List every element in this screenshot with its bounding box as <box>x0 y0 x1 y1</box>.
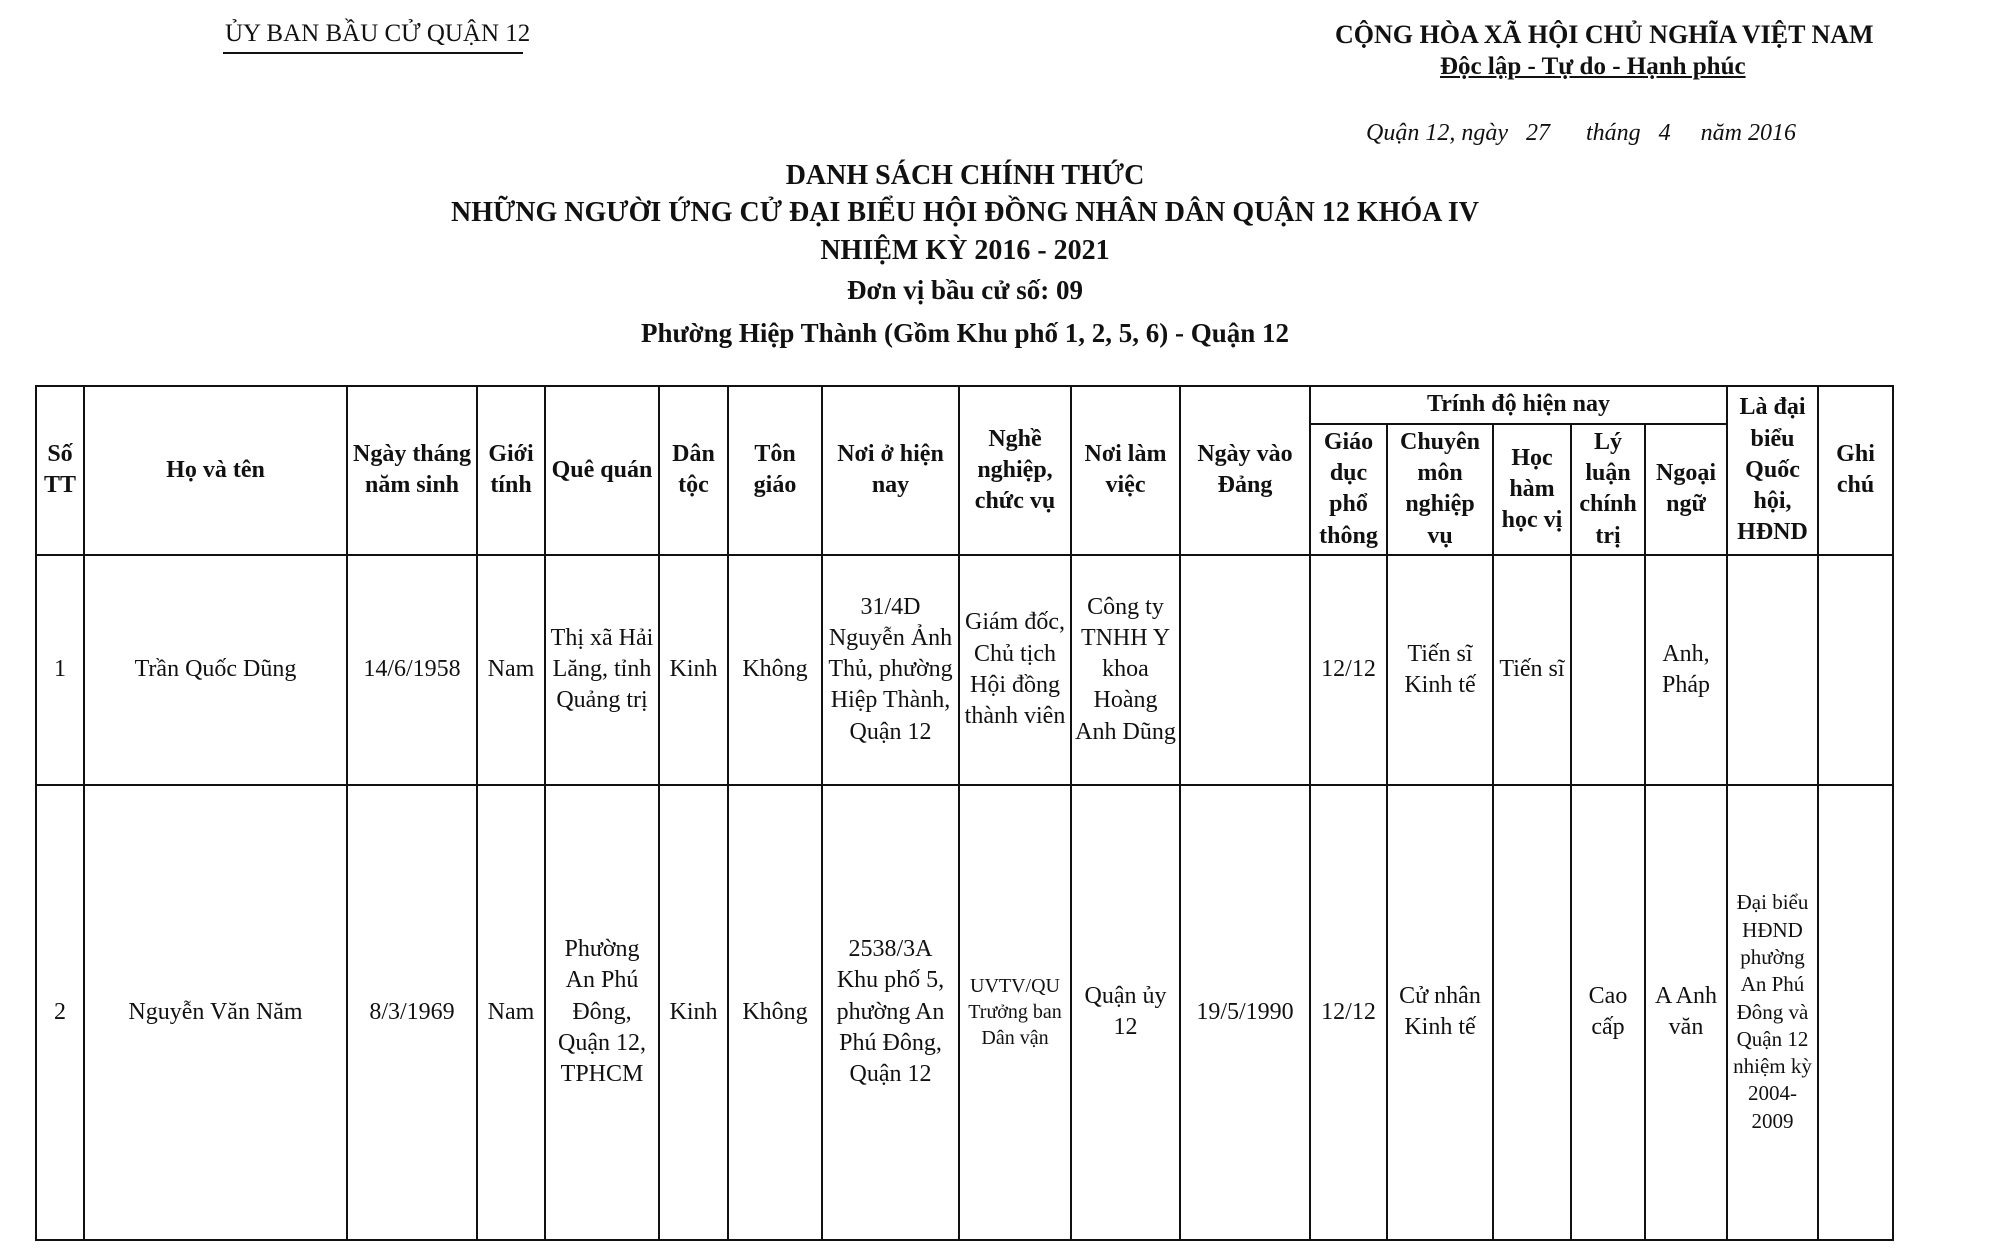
cell-gender: Nam <box>477 555 545 785</box>
cell-party-date: 19/5/1990 <box>1180 785 1310 1240</box>
ward-label: Phường Hiệp Thành (Gồm Khu phố 1, 2, 5, 6) - Quận 12 <box>640 318 1290 348</box>
header-stt: Số TT <box>36 386 84 555</box>
cell-workplace: Công ty TNHH Y khoa Hoàng Anh Dũng <box>1071 555 1180 785</box>
table-row <box>36 555 1893 785</box>
header-general-edu: Giáo dục phổ thông <box>1310 424 1387 555</box>
organization-name: ỦY BAN BẦU CỬ QUẬN 12 <box>225 20 531 47</box>
header-delegate: Là đại biểu Quốc hội, HĐND <box>1727 386 1818 555</box>
cell-dob: 8/3/1969 <box>347 785 477 1240</box>
cell-specialty: Tiến sĩ Kinh tế <box>1387 555 1493 785</box>
cell-stt: 1 <box>36 555 84 785</box>
header-hometown: Quê quán <box>545 386 659 555</box>
header-language: Ngoại ngữ <box>1645 424 1727 555</box>
cell-degree <box>1493 785 1571 1240</box>
cell-delegate <box>1727 555 1818 785</box>
cell-religion: Không <box>728 785 822 1240</box>
header-political: Lý luận chính trị <box>1571 424 1645 555</box>
cell-political: Cao cấp <box>1571 785 1645 1240</box>
cell-general-edu: 12/12 <box>1310 785 1387 1240</box>
national-motto: Độc lập - Tự do - Hạnh phúc <box>1440 53 1746 80</box>
header-name: Họ và tên <box>84 386 347 555</box>
cell-general-edu: 12/12 <box>1310 555 1387 785</box>
cell-name: Nguyễn Văn Năm <box>84 785 347 1240</box>
header-note: Ghi chú <box>1818 386 1893 555</box>
cell-note <box>1818 555 1893 785</box>
candidate-table <box>35 385 1894 1241</box>
cell-name: Trần Quốc Dũng <box>84 555 347 785</box>
cell-workplace: Quận ủy 12 <box>1071 785 1180 1240</box>
header-occupation: Nghề nghiệp, chức vụ <box>959 386 1071 555</box>
cell-degree: Tiến sĩ <box>1493 555 1571 785</box>
cell-political <box>1571 555 1645 785</box>
header-education-group: Trính độ hiện nay <box>1310 386 1727 424</box>
cell-hometown: Phường An Phú Đông, Quận 12, TPHCM <box>545 785 659 1240</box>
cell-hometown: Thị xã Hải Lăng, tỉnh Quảng trị <box>545 555 659 785</box>
table-row <box>36 785 1893 1240</box>
header-residence: Nơi ở hiện nay <box>822 386 959 555</box>
document-date: Quận 12, ngày 27 tháng 4 năm 2016 <box>1366 120 1796 146</box>
election-unit-label: Đơn vị bầu cử số: 09 <box>847 275 1083 305</box>
cell-occupation: Giám đốc, Chủ tịch Hội đồng thành viên <box>959 555 1071 785</box>
cell-dob: 14/6/1958 <box>347 555 477 785</box>
cell-residence: 31/4D Nguyễn Ảnh Thủ, phường Hiệp Thành, Quận 12 <box>822 555 959 785</box>
document-title: DANH SÁCH CHÍNH THỨC <box>785 160 1145 191</box>
header-ethnicity: Dân tộc <box>659 386 728 555</box>
header-dob: Ngày tháng năm sinh <box>347 386 477 555</box>
nation-name: CỘNG HÒA XÃ HỘI CHỦ NGHĨA VIỆT NAM <box>1335 20 1874 49</box>
cell-stt: 2 <box>36 785 84 1240</box>
organization-underline <box>223 52 523 54</box>
cell-specialty: Cử nhân Kinh tế <box>1387 785 1493 1240</box>
cell-gender: Nam <box>477 785 545 1240</box>
cell-religion: Không <box>728 555 822 785</box>
cell-ethnicity: Kinh <box>659 555 728 785</box>
header-specialty: Chuyên môn nghiệp vụ <box>1387 424 1493 555</box>
header-gender: Giới tính <box>477 386 545 555</box>
cell-party-date <box>1180 555 1310 785</box>
cell-residence: 2538/3A Khu phố 5, phường An Phú Đông, Quận 12 <box>822 785 959 1240</box>
header-religion: Tôn giáo <box>728 386 822 555</box>
header-degree: Học hàm học vị <box>1493 424 1571 555</box>
term-label: NHIỆM KỲ 2016 - 2021 <box>820 235 1110 266</box>
cell-language: Anh, Pháp <box>1645 555 1727 785</box>
cell-language: A Anh văn <box>1645 785 1727 1240</box>
header-workplace: Nơi làm việc <box>1071 386 1180 555</box>
cell-occupation: UVTV/QU Trưởng ban Dân vận <box>959 785 1071 1240</box>
table-header-row <box>36 386 1893 424</box>
cell-note <box>1818 785 1893 1240</box>
cell-ethnicity: Kinh <box>659 785 728 1240</box>
cell-delegate: Đại biểu HĐND phường An Phú Đông và Quận 12 nhiệm kỳ 2004-2009 <box>1727 785 1818 1240</box>
document-subtitle: NHỮNG NGƯỜI ỨNG CỬ ĐẠI BIỂU HỘI ĐỒNG NHÂN DÂN QUẬN 12 KHÓA IV <box>451 197 1479 228</box>
header-party-date: Ngày vào Đảng <box>1180 386 1310 555</box>
